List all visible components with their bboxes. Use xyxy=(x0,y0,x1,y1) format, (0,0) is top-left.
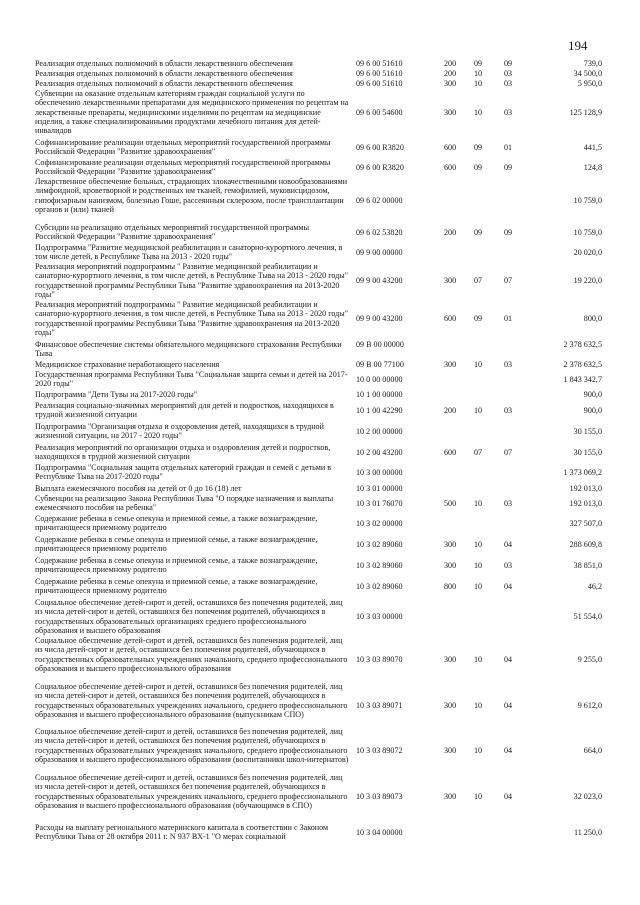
row-sum: 9 612,0 xyxy=(577,701,602,710)
row-code: 10 3 00 00000 xyxy=(356,468,403,477)
row-pr: 07 xyxy=(504,448,513,457)
row-sum: 2 378 632,5 xyxy=(563,340,602,349)
row-code: 10 3 04 00000 xyxy=(356,828,403,837)
row-name: Содержание ребенка в семье опекуна и приемной семье, а также вознаграждение, причитающееся приемному родителю xyxy=(35,535,318,554)
row-sum: 739,0 xyxy=(583,59,602,68)
row-sum: 664,0 xyxy=(583,746,602,755)
row-name: Содержание ребенка в семье опекуна и приемной семье, а также вознаграждение, причитающееся приемному родителю xyxy=(35,556,318,575)
row-code: 09 6 00 51610 xyxy=(356,79,403,88)
row-name: Медицинское страхование неработающего населения xyxy=(35,360,220,369)
row-rz: 10 xyxy=(474,499,483,508)
row-code: 09 В 00 00000 xyxy=(356,340,404,349)
row-code: 10 3 02 00000 xyxy=(356,519,403,528)
row-pr: 03 xyxy=(504,69,513,78)
row-pr: 09 xyxy=(504,228,513,237)
row-vr: 300 xyxy=(444,792,457,801)
row-rz: 10 xyxy=(474,582,483,591)
row-code: 10 3 01 76070 xyxy=(356,499,403,508)
row-sum: 51 554,0 xyxy=(573,612,602,621)
row-code: 10 3 03 89070 xyxy=(356,655,403,664)
row-vr: 300 xyxy=(444,540,457,549)
row-pr: 03 xyxy=(504,406,513,415)
row-code: 10 3 02 89060 xyxy=(356,561,403,570)
row-sum: 20 020,0 xyxy=(573,248,602,257)
row-rz: 07 xyxy=(474,276,483,285)
row-rz: 07 xyxy=(474,448,483,457)
row-pr: 03 xyxy=(504,108,513,117)
row-pr: 03 xyxy=(504,561,513,570)
row-rz: 10 xyxy=(474,655,483,664)
row-name: Субвенции на реализацию Закона Республики Тыва "О порядке назначения и выплаты ежемесячного пособия на ребенка" xyxy=(35,494,334,513)
row-vr: 300 xyxy=(444,79,457,88)
row-vr: 300 xyxy=(444,655,457,664)
row-pr: 04 xyxy=(504,701,513,710)
row-code: 09 6 00 R3820 xyxy=(356,143,404,152)
row-vr: 600 xyxy=(444,143,457,152)
row-name: Софинансирование реализации отдельных мероприятий государственной программы Российской Федерации "Развитие здравоохранения" xyxy=(35,158,331,177)
row-rz: 10 xyxy=(474,561,483,570)
row-code: 09 6 00 R3820 xyxy=(356,163,404,172)
row-vr: 600 xyxy=(444,314,457,323)
row-code: 10 1 00 42290 xyxy=(356,406,403,415)
row-code: 09 6 00 51610 xyxy=(356,69,403,78)
row-sum: 30 155,0 xyxy=(573,427,602,436)
row-pr: 03 xyxy=(504,360,513,369)
row-vr: 300 xyxy=(444,360,457,369)
row-vr: 200 xyxy=(444,406,457,415)
row-vr: 200 xyxy=(444,228,457,237)
row-name: Содержание ребенка в семье опекуна и приемной семье, а также вознаграждение, причитающееся приемному родителю xyxy=(35,514,318,533)
row-sum: 1 843 342,7 xyxy=(563,375,602,384)
row-code: 09 9 00 43200 xyxy=(356,314,403,323)
row-name: Социальное обеспечение детей-сирот и детей, оставшихся без попечения родителей, лиц из числа детей-сирот и детей, оставшихся без попечения родителей, обучающихся в государственных образовательных учреждениях начального, среднего профессионального образования и высшего профессионального образования (выпускникам СПО) xyxy=(35,682,348,719)
row-code: 09 9 00 43200 xyxy=(356,276,403,285)
row-sum: 19 220,0 xyxy=(573,276,602,285)
row-name: Субвенции на оказание отдельным категориям граждан социальной услуги по обеспечению лекарственными препаратами для медицинского применения по рецептам на лекарственные препараты, медицинскими изделиями по рецептам на медицинские изделия, а также специализированными продуктами лечебного питания для детей-инвалидов xyxy=(35,89,349,136)
row-vr: 600 xyxy=(444,163,457,172)
row-sum: 900,0 xyxy=(583,390,602,399)
row-vr: 300 xyxy=(444,701,457,710)
row-name: Субсидии на реализацию отдельных мероприятий государственной программы Российской Федерации "Развитие здравоохранения" xyxy=(35,223,310,242)
row-sum: 38 851,0 xyxy=(573,561,602,570)
row-name: Подпрограмма "Социальная защита отдельных категорий граждан и семей с детьми в Республике Тыва на 2017-2020 годы" xyxy=(35,463,332,482)
row-rz: 10 xyxy=(474,540,483,549)
row-name: Социальное обеспечение детей-сирот и детей, оставшихся без попечения родителей, лиц из числа детей-сирот и детей, оставшихся без попечения родителей, обучающихся в государственных образовательных учреждениях начального, среднего профессионального образования и высшего профессионального образования xyxy=(35,636,348,673)
row-sum: 125 128,9 xyxy=(569,108,602,117)
row-name: Социальное обеспечение детей-сирот и детей, оставшихся без попечения родителей, лиц из числа детей-сирот и детей, оставшихся без попечения родителей, обучающихся в государственных образовательных учреждениях начального, среднего профессионального образования и высшего профессионального образования (воспитанники школ-интернатов) xyxy=(35,727,349,764)
row-sum: 900,0 xyxy=(583,406,602,415)
row-name: Социальное обеспечение детей-сирот и детей, оставшихся без попечения родителей, лиц из числа детей-сирот и детей, оставшихся без попечения родителей, обучающихся в государственных образовательных учреждениях начального, среднего профессионального образования и высшего профессионального образования (обучающимся в СПО) xyxy=(35,773,348,810)
row-rz: 10 xyxy=(474,746,483,755)
row-sum: 192 013,0 xyxy=(569,499,602,508)
row-code: 09 6 00 54600 xyxy=(356,108,403,117)
row-name: Подпрограмма "Организация отдыха и оздоровления детей, находящихся в трудной жизненной ситуации, на 2017 - 2020 годы" xyxy=(35,422,324,441)
row-pr: 01 xyxy=(504,143,513,152)
row-code: 09 6 00 51610 xyxy=(356,59,403,68)
row-name: Выплата ежемесячного пособия на детей от 0 до 16 (18) лет xyxy=(35,484,242,493)
row-pr: 04 xyxy=(504,655,513,664)
row-rz: 10 xyxy=(474,792,483,801)
row-pr: 04 xyxy=(504,540,513,549)
row-sum: 10 759,0 xyxy=(573,196,602,205)
row-name: Реализация отдельных полномочий в области лекарственного обеспечения xyxy=(35,59,293,68)
row-sum: 192 013,0 xyxy=(569,484,602,493)
row-name: Расходы на выплату регионального материнского капитала в соответствии с Законом Республики Тыва от 28 октября 2011 г. N 937 ВХ-1 "О мерах социальной xyxy=(35,823,329,842)
row-name: Реализация отдельных полномочий в области лекарственного обеспечения xyxy=(35,69,293,78)
row-rz: 09 xyxy=(474,163,483,172)
row-pr: 09 xyxy=(504,59,513,68)
row-sum: 1 373 069,2 xyxy=(563,468,602,477)
row-name: Реализация отдельных полномочий в области лекарственного обеспечения xyxy=(35,79,293,88)
row-name: Софинансирование реализации отдельных мероприятий государственной программы Российской Федерации "Развитие здравоохранения" xyxy=(35,138,331,157)
row-rz: 10 xyxy=(474,701,483,710)
row-rz: 10 xyxy=(474,108,483,117)
row-sum: 11 250,0 xyxy=(573,828,602,837)
row-pr: 04 xyxy=(504,792,513,801)
row-name: Содержание ребенка в семье опекуна и приемной семье, а также вознаграждение, причитающееся приемному родителю xyxy=(35,577,318,596)
row-sum: 800,0 xyxy=(583,314,602,323)
row-vr: 300 xyxy=(444,561,457,570)
row-name: Подпрограмма "Дети Тувы на 2017-2020 годы" xyxy=(35,390,198,399)
row-name: Подпрограмма "Развитие медицинской реабилитации и санаторно-курортного лечения, в том числе детей, в Республике Тыва на 2013 - 2020 годы" xyxy=(35,243,343,262)
row-vr: 300 xyxy=(444,746,457,755)
row-vr: 300 xyxy=(444,276,457,285)
row-sum: 327 507,0 xyxy=(569,519,602,528)
row-sum: 34 500,0 xyxy=(573,69,602,78)
row-sum: 441,5 xyxy=(583,143,602,152)
row-rz: 10 xyxy=(474,406,483,415)
row-vr: 300 xyxy=(444,108,457,117)
row-code: 10 1 00 00000 xyxy=(356,390,403,399)
row-rz: 10 xyxy=(474,360,483,369)
row-pr: 04 xyxy=(504,582,513,591)
row-code: 09 6 02 53820 xyxy=(356,228,403,237)
row-code: 10 3 03 89073 xyxy=(356,792,403,801)
row-vr: 200 xyxy=(444,59,457,68)
row-rz: 09 xyxy=(474,314,483,323)
row-pr: 01 xyxy=(504,314,513,323)
row-name: Финансовое обеспечение системы обязательного медицинского страхования Республики Тыва xyxy=(35,340,342,359)
row-rz: 10 xyxy=(474,69,483,78)
row-name: Лекарственное обеспечение больных, страдающих злокачественными новообразованиями лимфоидной, кроветворной и родственных им тканей, гемофилией, муковисцидозом, гипофизарным нанизмом, болезнью Гоше, рассеянным склерозом, после трансплантации органов и (или) тканей xyxy=(35,177,348,214)
row-rz: 09 xyxy=(474,228,483,237)
row-code: 10 3 02 89060 xyxy=(356,540,403,549)
row-sum: 288 609,8 xyxy=(569,540,602,549)
row-code: 10 3 03 89071 xyxy=(356,701,403,710)
row-pr: 03 xyxy=(504,499,513,508)
row-vr: 600 xyxy=(444,448,457,457)
row-sum: 10 759,0 xyxy=(573,228,602,237)
page-number: 194 xyxy=(568,38,588,53)
row-code: 10 2 00 43200 xyxy=(356,448,403,457)
row-pr: 04 xyxy=(504,746,513,755)
row-code: 10 3 02 89060 xyxy=(356,582,403,591)
row-code: 10 3 03 00000 xyxy=(356,612,403,621)
row-code: 09 В 00 77100 xyxy=(356,360,404,369)
row-name: Социальное обеспечение детей-сирот и детей, оставшихся без попечения родителей, лиц из числа детей-сирот и детей, оставшихся без попечения родителей, обучающихся в государственных образовательных организациях среднего профессионального образования и высшего образования xyxy=(35,598,343,635)
row-code: 10 0 00 00000 xyxy=(356,375,403,384)
row-pr: 07 xyxy=(504,276,513,285)
row-sum: 2 378 632,5 xyxy=(563,360,602,369)
row-sum: 124,8 xyxy=(583,163,602,172)
row-vr: 800 xyxy=(444,582,457,591)
row-name: Реализация социально-значимых мероприятий для детей и подростков, находящихся в трудной жизненной ситуации xyxy=(35,401,334,420)
row-sum: 30 155,0 xyxy=(573,448,602,457)
row-name: Государственная программа Республики Тыва "Социальная защита семьи и детей на 2017-2020 годы" xyxy=(35,370,348,389)
row-rz: 09 xyxy=(474,143,483,152)
row-pr: 09 xyxy=(504,163,513,172)
row-rz: 10 xyxy=(474,79,483,88)
row-sum: 9 255,0 xyxy=(577,655,602,664)
row-sum: 32 023,0 xyxy=(573,792,602,801)
row-vr: 500 xyxy=(444,499,457,508)
row-name: Реализация мероприятий по организации отдыха и оздоровления детей и подростков, находящихся в трудной жизненной ситуации xyxy=(35,443,331,462)
row-name: Реализация мероприятий подпрограммы " Развитие медицинской реабилитации и санаторно-курортного лечения, в том числе детей, в Республике Тыва на 2013 - 2020 годы" государственной программы Республики Тыва "Развитие здравоохранения на 2013-2020 годы" xyxy=(35,300,349,337)
row-rz: 09 xyxy=(474,59,483,68)
row-pr: 03 xyxy=(504,79,513,88)
row-code: 09 6 02 00000 xyxy=(356,196,403,205)
row-vr: 200 xyxy=(444,69,457,78)
row-sum: 5 950,0 xyxy=(577,79,602,88)
row-code: 10 3 03 89072 xyxy=(356,746,403,755)
row-name: Реализация мероприятий подпрограммы " Развитие медицинской реабилитации и санаторно-курортного лечения, в том числе детей, в Республике Тыва на 2013 - 2020 годы" государственной программы Республики Тыва "Развитие здравоохранения на 2013-2020 годы" xyxy=(35,262,349,299)
row-sum: 46,2 xyxy=(587,582,602,591)
row-code: 10 3 01 00000 xyxy=(356,484,403,493)
row-code: 10 2 00 00000 xyxy=(356,427,403,436)
row-code: 09 9 00 00000 xyxy=(356,248,403,257)
